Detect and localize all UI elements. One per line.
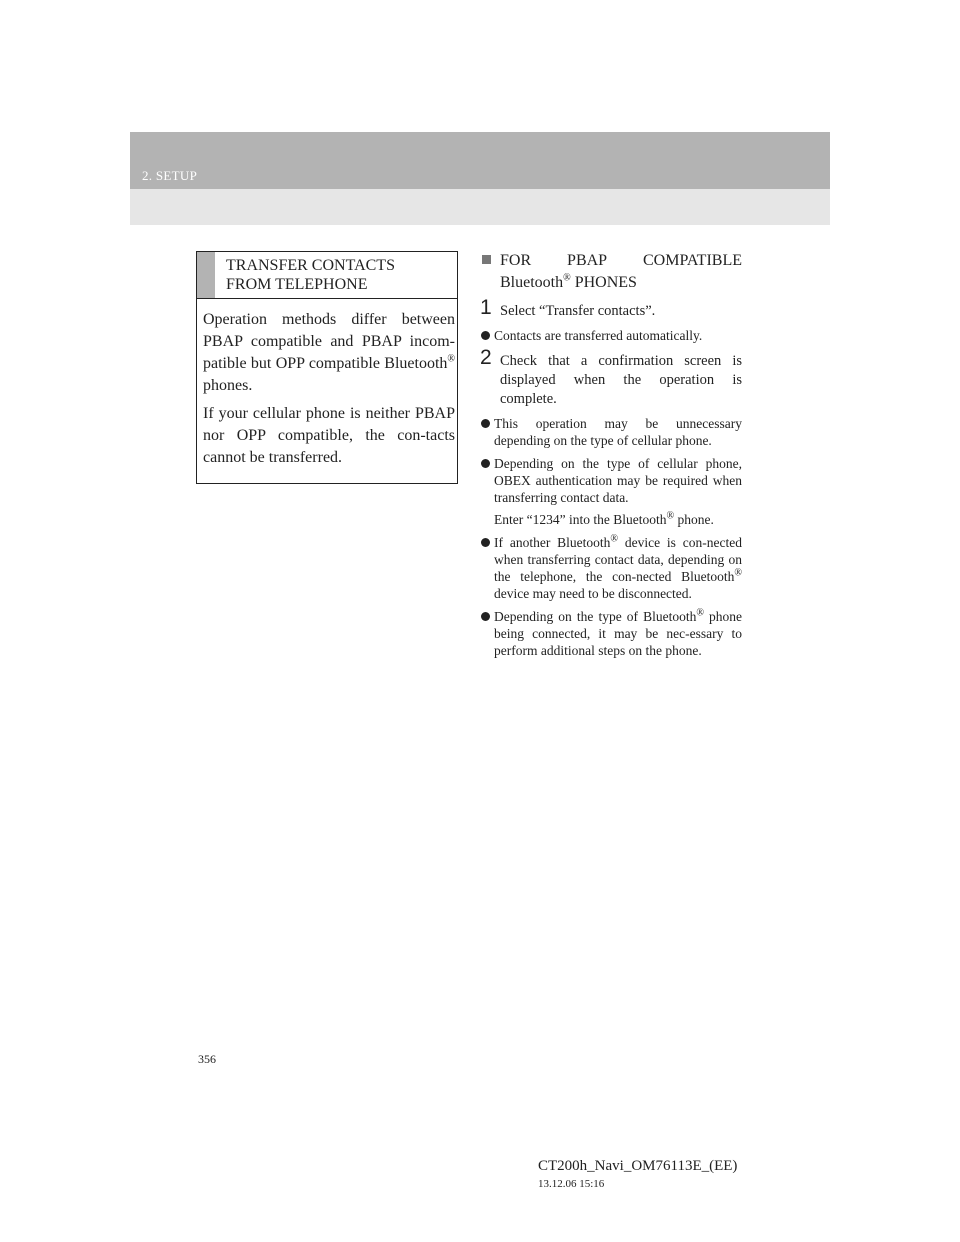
step-text: Check that a confirmation screen is displayed when the operation is complete. bbox=[500, 353, 742, 407]
header-band bbox=[130, 132, 830, 189]
step-1 bbox=[480, 296, 742, 321]
registered-mark: ® bbox=[447, 353, 455, 365]
bullet-dot-icon bbox=[481, 612, 490, 621]
step-number: 2 bbox=[480, 346, 492, 369]
topic-accent-bar bbox=[197, 252, 215, 298]
section-heading: FOR PBAP COMPATIBLE Bluetooth® PHONES bbox=[480, 250, 742, 294]
step-2 bbox=[480, 346, 742, 409]
topic-paragraph: If your cellular phone is neither PBAP nor OPP compatible, the con-tacts cannot be transferred. bbox=[203, 405, 455, 466]
bullet-dot-icon bbox=[481, 331, 490, 340]
bullet-item: Depending on the type of Bluetooth® phone being connected, it may be nec-essary to perform additional steps on the phone. bbox=[480, 608, 742, 659]
footer-document-code: CT200h_Navi_OM76113E_(EE) bbox=[538, 1158, 738, 1174]
section-label: 2. SETUP bbox=[142, 168, 198, 183]
topic-paragraph: Operation methods differ between PBAP compatible and PBAP incom-patible but OPP compatible Bluetooth® phones. bbox=[203, 311, 455, 394]
bullet-dot-icon bbox=[481, 419, 490, 428]
bullet-item: Contacts are transferred automatically. bbox=[480, 327, 742, 344]
step-text: Select “Transfer contacts”. bbox=[500, 303, 656, 319]
topic-header bbox=[197, 252, 457, 299]
bullet-item: Depending on the type of cellular phone, OBEX authentication may be required when transferring contact data. Enter “1234” into the Bluetooth® phone. bbox=[480, 455, 742, 528]
bullet-item: If another Bluetooth® device is con-nected when transferring contact data, depending on the telephone, the con-nected Bluetooth® device may need to be disconnected. bbox=[480, 534, 742, 602]
topic-title: TRANSFER CONTACTS FROM TELEPHONE bbox=[226, 257, 395, 293]
bullet-dot-icon bbox=[481, 538, 490, 547]
bullet-item: This operation may be unnecessary depending on the type of cellular phone. bbox=[480, 415, 742, 449]
topic-box bbox=[196, 251, 458, 484]
header-subband bbox=[130, 189, 830, 225]
step-number: 1 bbox=[480, 296, 492, 319]
bullet-dot-icon bbox=[481, 459, 490, 468]
topic-body bbox=[197, 299, 457, 483]
instructions-column bbox=[480, 250, 742, 659]
square-bullet-icon bbox=[482, 255, 491, 264]
footer-timestamp: 13.12.06 15:16 bbox=[538, 1178, 605, 1190]
page-number: 356 bbox=[198, 1052, 216, 1066]
